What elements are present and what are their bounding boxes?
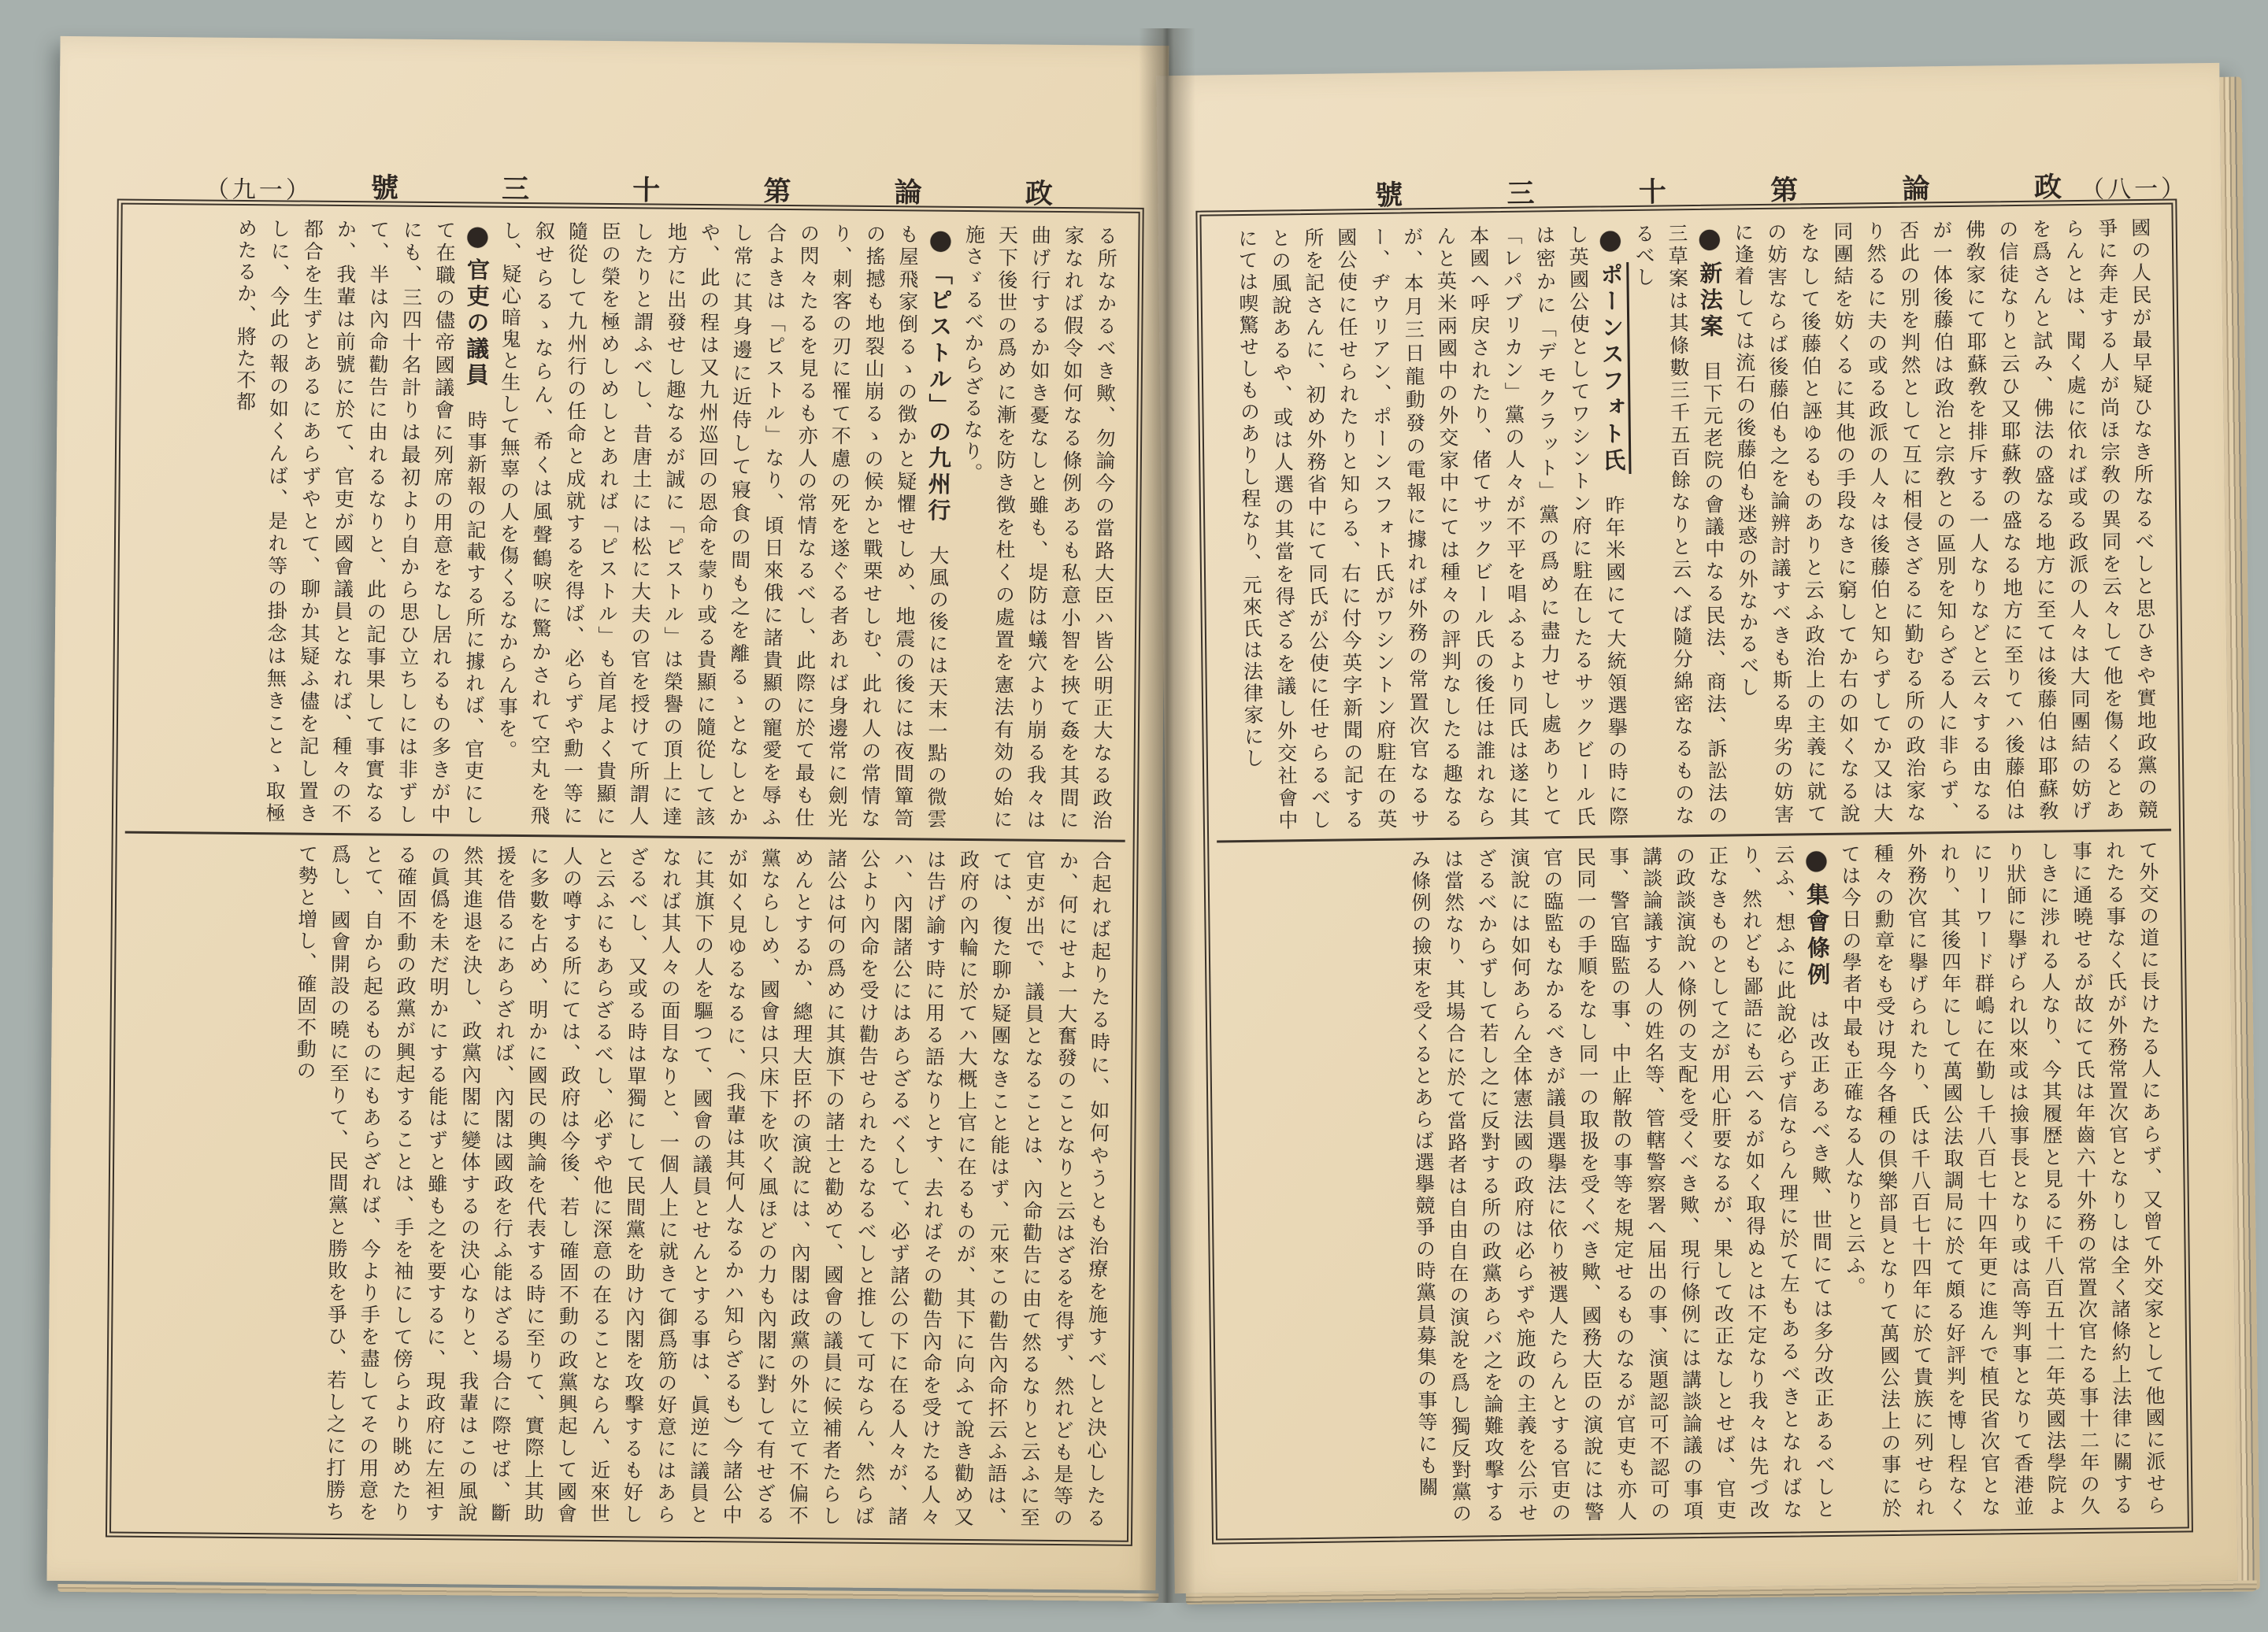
page-stack-edge-bottom-right <box>1186 1580 2257 1604</box>
title-char: 三 <box>501 172 530 206</box>
body-text: 合起れば起りたる時に、如何やうとも治療を施すべしと決心したるか、何にせよ一大奮發のことなりと云はざるを得ず、然れども是等の官吏が出で、議員となることは、內命勸告に由て然るなりと云ふに至ては、復た聊か疑團なきこと能はず、元來この勸告內命抔云ふ語は、政府の內輪に於てハ大概上官に在るものが、其下に向ふて說き勸め又は告げ諭す時に用る語なりとす、去ればその勸告內命を受けたる人々ハ、內閣諸公にはあらざるべくして、必ず諸公の下に在る人々が、諸公より內命を受け勸告せられたるなるべしと推して可ならん、然らば諸公は何の爲めに其旗下の諸士と勸めて、國會の議員に候補者たらしめんとするか、總理大臣抔の演說には、內閣は政黨の外に立て不偏不黨ならしめ、國會は只床下を吹く風ほどの力も內閣に對して有せざるが如く見ゆるなるに、（我輩は其何人なるかハ知らざるも）今諸公中に其旗下の人を驅つて、國會の議員とせんとする事は、眞逆に議員となれば其人々の面目なりと、一個人上に就きて御爲筋の好意にはあらざるべし、又或る時は單獨にして民間黨を助け內閣を攻擊するも好しと云ふにもあらざるべし、必ずや他に深意の在ることならん、近來世人の噂する所にては、政府は今後、若し確固不動の政黨興起して國會に多數を占め、明かに國民の輿論を代表する時に至りて、實際上其助援を借るにあらざれば、內閣は國政を行ふ能はざる場合に際せば、斷然其進退を決し、政黨內閣に變体するの決心なりと、我輩はこの風說の眞僞を未だ明かにする能はずと雖も之を要するに、現政府に左袒する確固不動の政黨が興起することは、手を袖にして傍らより眺めたりとて、自から起るものにもあらざれば、今より手を盡してその用意を爲し、國會開設の曉に至りて、民間黨と勝敗を爭ひ、若し之に打勝ちて勢と增し、確固不動の <box>294 843 1113 1530</box>
article-pauncefote-continued <box>1833 840 2171 1520</box>
body-text: て外交の道に長けたる人にあらず、又曾て外交家として他國に派せられたる事なく氏が外務常置次官となりしは全く諸條約上法律に關する事に通曉せるが故にて氏は年齒六十外務の常置次官たる事十二年の久しきに渉れる人なり、今其履歴と見るに千八百五十二年英國法學院より狀師に擧げられ以來或は撿事長となり或は高等判事となりて香港並にリーワード群嶋に在勤し千八百七十四年更に進んで植民省次官となれり、其後四年にして萬國公法取調局に於て頗る好評判を博し程なく外務次官に擧げられたり、氏は千八百七十四年に於て貴族に列せられ種々の勳章をも受け現今各種の倶樂部員となりて萬國公法上の事に於ては今日の學者中最も正確なる人なりと云ふ。 <box>1838 839 2167 1520</box>
section-bullet-icon: ● <box>925 224 957 260</box>
section-heading <box>461 220 494 409</box>
page-stack-edge-right <box>2219 76 2259 1589</box>
article-shinpoan <box>1627 222 1733 827</box>
right-page-top-tier <box>1217 217 2163 832</box>
tier-divider-left <box>125 831 1125 842</box>
tier-divider-right <box>1217 829 2171 843</box>
page-left <box>46 36 1169 1590</box>
section-title: 官吏の議員 <box>462 257 491 390</box>
page-right <box>1156 63 2237 1593</box>
title-char: 論 <box>894 176 922 209</box>
text-frame-left <box>106 199 1144 1546</box>
section-title: 集會條例 <box>1803 882 1832 990</box>
article-kanri-no-giin-continued <box>284 843 1117 1529</box>
body-text: は改正あるべき歟、世間にては多分改正あるべしと云ふ、想ふに此說必らず信ならん理に於て左もあるべきとなればなり、然れども鄙語にも云へるが如く取得ぬとは不定なり我々は先づ改正なきものとして之が用心肝要なるが、果して改正なしとせば、官吏の政談演說ハ條例の支配を受くべき歟、現行條例には講談論議の事項講談論議する人の姓名等、管轄警察署へ届出の事、演題認可不認可の事、警官臨監の事、中止解散の事等を規定せるものなるが官吏も亦人民同一の手順をなし同一の取扱を受くべき歟、國務大臣の演說には警官の臨監もなかるべきが議員選擧法に依り被選人たらんとする官吏の演說には如何あらん全体憲法國の政府は必らずや施政の主義を公示せざるべからずして若し之に反對する所の政黨あらバ之を論難攻擊するは當然なり、其場合に於て當路者は自由自在の演說を爲し獨反對黨のみ條例の撿束を受くるとあらば選擧競爭の時黨員募集の事等にも關 <box>1408 844 1836 1525</box>
title-char: 號 <box>370 172 399 205</box>
body-text: 昨年米國にて大統領選擧の時に際し英國公使としてワシントン府に駐在したるサックビール氏は密かに「デモクラット」黨の爲めに盡力せし處ありとて「レパブリカン」黨の人々が不平を唱ふるより同氏は遂に其本國へ呼戻されたり、偖てサックビール氏の後任は誰れならんと英米兩國中の外交家中にては種々の評判なしたる趣なるが、本月三日龍動發の電報に據れば外務の常置次官なるサー、ヂウリアン、ポーンスフォト氏がワシントン府駐在の英國公使に任せられたりと知らる、右に付今英字新聞の記する所を記さんに、初め外務省中にて同氏が公使に任せらるべしとの風說あるや、或は人選の其當を得ざるを議し外交社會中にては喫驚せしものありし程なり、元來氏は法律家にし <box>1235 224 1629 832</box>
title-char: 號 <box>1374 179 1403 212</box>
body-text: 時事新報の記載する所に據れば、官吏にして在職の儘帝國議會に列席の用意をなし居れるもの多きが中にも、三四十名計りは最初より自から思ひ立ちしには非ずして、半は內命勸告に由れるなりと、此の記事果して事實なるか、我輩は前號に於て、官吏が國會議員となれば、種々の不都合を生ずとあるにあらずやとて、聊か其疑ふ儘を記し置きしに、今此の報の如くんば、是れ等の掛念は無きことゝ取極めたるか、將た不都 <box>233 217 488 827</box>
title-char: 政 <box>2033 171 2062 204</box>
article-shukai-jorei-continued <box>952 224 1123 832</box>
left-page-bottom-tier <box>127 842 1117 1530</box>
section-heading <box>925 224 957 546</box>
section-heading <box>1594 224 1627 495</box>
body-text: 國の人民が最早疑ひなき所なるべしと思ひきや實地政黨の競爭に奔走する人が尚ほ宗敎の異同を云々して他を傷くるとあらんとは、聞く處に依れば或る政派の人々は大同團結の妨げを爲さんと試み、佛法の盛なる地方に至ては後藤伯は耶蘇敎の信徒なりと云ひ又耶蘇敎の盛なる地方に至りてハ後藤伯は佛敎家にて耶蘇敎を排斥する一人なりなどと云々する由なるが一体後藤伯は政治と宗敎との區別を知らざる人に非らず、否此の別を判然として互に相侵さざるに勤むる所の政治家なり然るに夫の或る政派の人々は後藤伯と知らずしてか又は大同團結を妨くるに其他の手段なきに窮してか右の如くなる說をなして後藤伯と誣ゆるものありと云ふ政治上の主義に就ての妨害ならば後藤伯も之を論辨討議すべきも斯る卑劣の妨害に逢着しては流石の後藤伯も迷惑の外なかるべし <box>1731 216 2159 826</box>
body-text: 大風の後には天末一點の微雲も屋飛家倒るゝの徴かと疑懼せしめ、地震の後には夜間簞笥の搖撼も地裂山崩るゝの候かと戰栗せしむ、此れ人の常情なり、刺客の刃に罹て不慮の死を遂ぐる者あれば身邊常に劍光の閃々たるを見るも亦人の常情なるべし、此際に於て最も仕合よきは「ピストル」なり、頃日來俄に諸貴顯の寵愛を辱ふし常に其身邊に近侍して寢食の間も之を離るゝとなしとかや、此の程は又九州巡回の恩命を蒙り或る貴顯に隨從して該地方に出發せし趣なるが誠に「ピストル」は榮譽の頂上に達したりと謂ふべし、昔唐土には松に大夫の官を授けて所謂人臣の榮を極めしめしとあれば「ピストル」も首尾よく貴顯に隨從して九州行の任命と成就するを得ば、必らずや勳一等に叙せらるゝならん、希くは風聲鶴唳に驚かされて空丸を飛し、疑心暗鬼と生して無辜の人を傷くるなからん事を。 <box>495 220 950 831</box>
section-bullet-icon: ● <box>461 220 494 256</box>
section-bullet-icon: ● <box>1693 222 1726 258</box>
section-title: ポーンスフォト氏 <box>1597 262 1631 475</box>
title-char: 論 <box>1902 172 1930 205</box>
title-char: 第 <box>1770 174 1799 207</box>
title-char: 十 <box>1638 176 1667 209</box>
article-goto-continuation <box>1726 217 2163 827</box>
body-text: 目下元老院の會議中なる民法、商法、訴訟法の三草案は其條數三千五百餘なりと云へば隨分綿密なるものなるべし <box>1632 223 1729 827</box>
body-text: る所なかるべき歟、勿論今の當路大臣ハ皆公明正大なる政治家なれば假令如何なる條例あるも私意小智を挾て姦を其間に曲げ行するか如き憂なしと雖も、堤防は蟻穴より崩る我々は天下後世の爲めに漸を防き徴を杜くの處置を憲法有効の始に施さゞるべからざるなり。 <box>960 224 1118 832</box>
article-pistol-kyushu <box>489 220 958 831</box>
section-heading <box>1693 222 1726 361</box>
title-char: 十 <box>632 174 661 207</box>
article-pauncefote <box>1230 224 1634 832</box>
title-char: 第 <box>763 175 791 208</box>
title-char: 政 <box>1025 177 1054 210</box>
right-page-bottom-tier <box>1225 840 2171 1528</box>
article-shukai-jorei <box>1403 844 1840 1526</box>
text-frame-right <box>1195 198 2193 1544</box>
section-title: 「ピストル」の九州行 <box>925 261 954 525</box>
article-kanri-no-giin <box>224 218 495 827</box>
page-number-left: （九一） <box>205 176 313 205</box>
left-page-top-tier <box>133 217 1123 832</box>
page-stack-edge-bottom-left <box>57 1584 1158 1601</box>
section-bullet-icon: ● <box>1800 843 1833 880</box>
section-bullet-icon: ● <box>1594 224 1627 260</box>
page-number-right: （八一） <box>2080 175 2188 204</box>
section-title: 新法案 <box>1696 261 1725 341</box>
section-heading <box>1800 843 1833 1009</box>
title-char: 三 <box>1506 177 1535 210</box>
